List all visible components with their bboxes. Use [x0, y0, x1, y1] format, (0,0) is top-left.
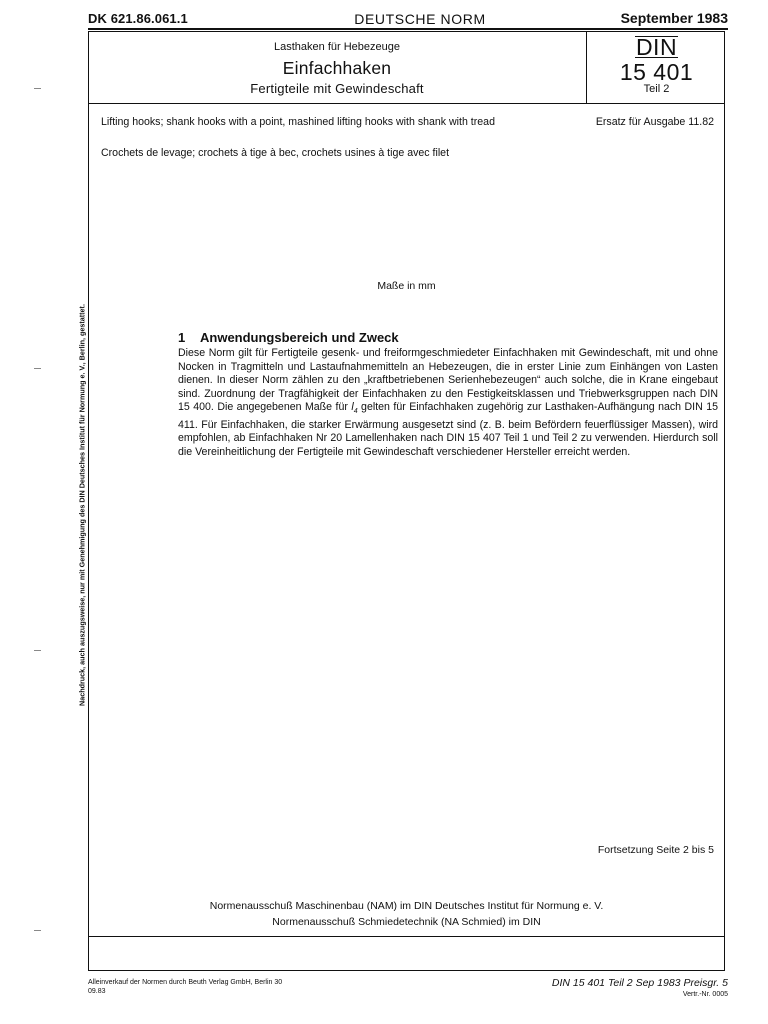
din-box-divider: [586, 31, 587, 104]
section-body: [178, 347, 718, 459]
symbol-base: l: [351, 401, 354, 413]
page-frame: [88, 31, 725, 971]
din-logo: [588, 35, 725, 59]
continuation-note: Fortsetzung Seite 2 bis 5: [597, 844, 714, 856]
committee-line-2: Normenausschuß Schmiedetechnik (NA Schmied) im DIN: [272, 916, 541, 928]
publisher-note: Alleinverkauf der Normen durch Beuth Verlag GmbH, Berlin 30: [88, 979, 283, 986]
margin-mark: [34, 930, 41, 931]
dk-classification: DK 621.86.061.1: [88, 11, 188, 26]
norm-label: DEUTSCHE NORM: [354, 11, 486, 27]
din-part: Teil 2: [643, 83, 670, 95]
din-number-box: [588, 33, 725, 95]
replacement-note: Ersatz für Ausgabe 11.82: [595, 116, 714, 128]
header-rule: [88, 28, 728, 30]
margin-mark: [34, 88, 41, 89]
french-title: Crochets de levage; crochets à tige à bec, crochets usines à tige avec filet: [101, 147, 450, 159]
committee-line-1: Normenausschuß Maschinenbau (NAM) im DIN Deutsches Institut für Normung e. V.: [209, 900, 604, 912]
distribution-number: Vertr.-Nr. 0005: [682, 991, 728, 998]
document-subtitle: Lasthaken für Hebezeuge: [274, 41, 400, 53]
section-body-text-1: Diese Norm gilt für Fertigteile gesenk- und freiformgeschmiedeter Einfachhaken mit Gewindeschaft, mit und ohne Nocken in Tragmitteln und Lastaufnahmemitteln an Hebezeugen, die in erster Linie zum Einhängen von Lasten dienen. In dieser Norm zählen zu den „kraftbetriebenen Serienhebezeugen“ auch solche, die in Krane eingebaut sind. Zuordnung der Tragfähigkeit der Einfachhaken zu den Festigkeitsklassen und Triebwerksgruppen nach DIN 15 400. Die angegebenen Maße für: [178, 347, 718, 413]
title-divider: [88, 103, 725, 104]
dimensions-note: Maße in mm: [377, 280, 436, 292]
din-number: 15 401: [619, 59, 694, 85]
din-label: DIN: [635, 34, 678, 60]
english-title: Lifting hooks; shank hooks with a point, mashined lifting hooks with shank with tread: [101, 116, 495, 128]
publisher-date: 09.83: [88, 988, 106, 995]
document-title-secondary: Fertigteile mit Gewindeschaft: [250, 81, 424, 96]
symbol-subscript: 4: [353, 408, 358, 416]
section-heading: [178, 330, 399, 345]
section-body-text-2: gelten für Einfachhaken zugehörig zur Lasthaken-Aufhängung nach DIN 15 411. Für Einfachhaken, die starker Erwärmung ausgesetzt sind (z. B. beim Befördern feuerflüssiger Massen), wird empfohlen, ab Einfachhaken Nr 20 Lamellenhaken nach DIN 15 407 Teil 1 und Teil 2 zu verwenden. Hierdurch soll die Vereinheitlichung der Fertigteile mit Gewindeschaft verschiedener Hersteller erreicht werden.: [178, 401, 718, 458]
footer-divider: [88, 936, 725, 937]
document-reference: DIN 15 401 Teil 2 Sep 1983 Preisgr. 5: [551, 977, 728, 989]
issue-date: September 1983: [620, 10, 728, 26]
section-title: Anwendungsbereich und Zweck: [200, 330, 399, 345]
reprint-notice: Nachdruck, auch auszugsweise, nur mit Genehmigung des DIN Deutsches Institut für Normung e. V., Berlin, gestattet.: [77, 304, 87, 706]
margin-mark: [34, 368, 41, 369]
margin-mark: [34, 650, 41, 651]
document-title: Einfachhaken: [282, 58, 392, 78]
section-number: 1: [178, 330, 186, 345]
